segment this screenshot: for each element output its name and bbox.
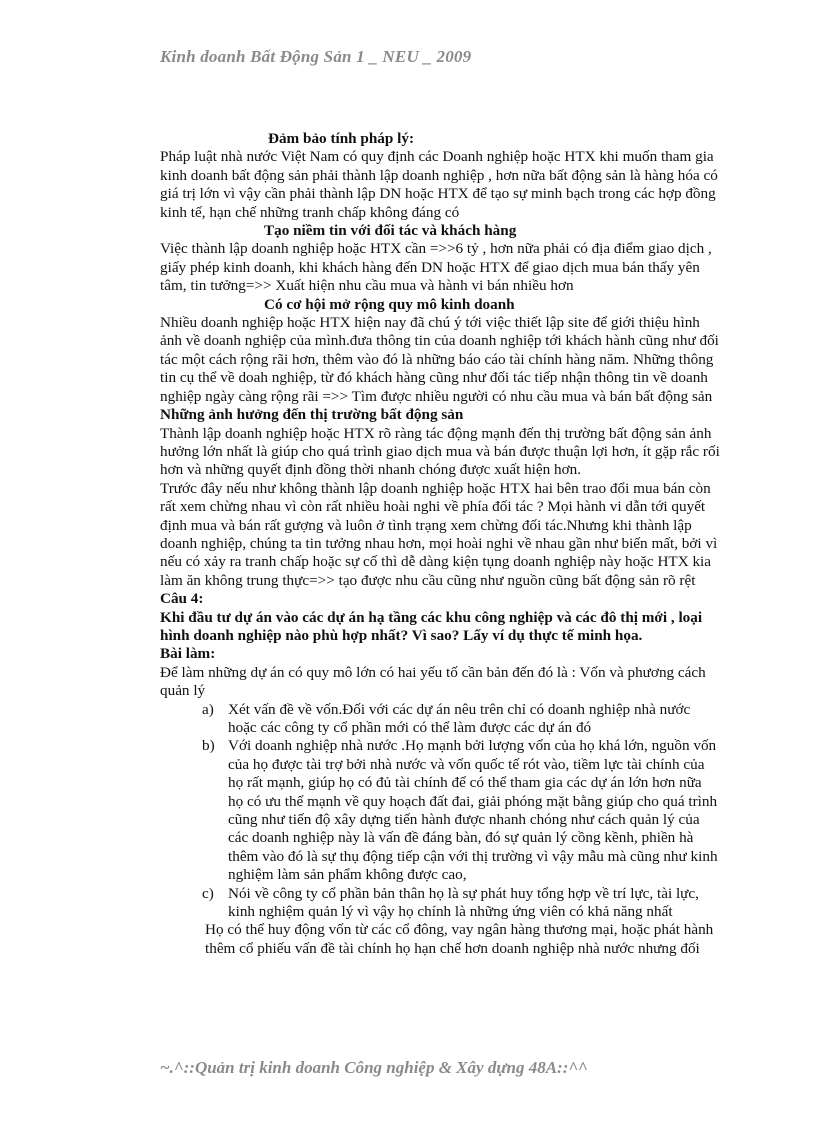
list-item [202, 737, 720, 884]
question-text: Khi đầu tư dự án vào các dự án hạ tầng các khu công nghiệp và các đô thị mới , loại hình doanh nghiệp nào phù hợp nhất? Vì sao? Lấy ví dụ thực tế minh họa. [160, 608, 703, 644]
list-marker: a) [202, 700, 214, 718]
list-item-text: Nói về công ty cổ phần bản thân họ là sự phát huy tổng hợp về trí lực, tài lực, kinh nghiệm quản lý vì vậy họ chính là những ứng viên có khả năng nhất [228, 884, 699, 921]
paragraph-expansion: Nhiều doanh nghiệp hoặc HTX hiện nay đã chú ý tới việc thiết lập site để giới thiệu hình ảnh về doanh nghiệp của mình.đưa thông tin của doanh nghiệp tới khách hành cũng như đối tác một cách rộng rãi hơn, thêm vào đó là những báo cáo tài chính hàng năm. Những thông tin cụ thể về doah nghiệp, từ đó khách hàng cũng như đối tác tiếp nhận thông tin về doanh nghiệp ngày càng rộng rãi =>> Tìm được nhiều người có nhu cầu mua và bán bất động sản [160, 314, 719, 405]
answer-list [202, 701, 720, 922]
list-marker: b) [202, 737, 215, 755]
paragraph-legal: Pháp luật nhà nước Việt Nam có quy định các Doanh nghiệp hoặc HTX khi muốn tham gia kinh doanh bất động sản phải thành lập doanh nghiệp , hơn nữa bất động sản là hàng hóa có giá trị lớn vì vậy cần phải thành lập DN hoặc HTX để tạo sự minh bạch trong các hợp đồng kinh tế, hạn chế những tranh chấp không đáng có [160, 148, 718, 221]
document-body [160, 130, 720, 958]
list-item [202, 701, 720, 738]
list-item-text: Với doanh nghiệp nhà nước .Họ mạnh bởi lượng vốn của họ khá lớn, nguồn vốn của họ được tài trợ bởi nhà nước và vốn quốc tế rót vào, tiềm lực tài chính của họ rất mạnh, giúp họ có đủ tài chính để có thể tham gia các dự án lớn hơn nữa họ có ưu thế mạnh về quy hoạch đất đai, giải phóng mặt bằng giúp cho quá trình cũng như tiến độ xây dựng tiến hành được nhanh chóng như cách quản lý của các doanh nghiệp này là vấn đề đáng bàn, đó sự quản lý cồng kềnh, phiền hà thêm vào đó là sự thụ động tiếp cận với thị trường vì vậy mẫu mà cũng như kinh nghiệm làm sản phẩm không được cao, [228, 737, 718, 884]
section-heading-legal: Đảm bảo tính pháp lý: [268, 130, 415, 147]
section-heading-trust: Tạo niềm tin với đối tác và khách hàng [264, 222, 517, 240]
page-footer: ~.^::Quản trị kinh doanh Công nghiệp & Xây dựng 48A::^^ [160, 1058, 588, 1077]
paragraph-market-impact-2: Trước đây nếu như không thành lập doanh nghiệp hoặc HTX hai bên trao đổi mua bán còn rất xem chừng nhau vì còn rất nhiều hoài nghi về phía đối tác ? Mọi hành vi dẫn tới quyết định mua và bán rất gượng và luôn ở tình trạng xem chừng đối tác.Nhưng khi thành lập doanh nghiệp, chúng ta tin tưởng nhau hơn, mọi hoài nghi về nhau gần như biến mất, bởi vì nếu có xảy ra tranh chấp hoặc sự cố thì dễ dàng kiện tụng doanh nghiệp này hoặc HTX kia làm ăn không trung thực=>> tạo được nhu cầu cũng như nguồn cũng bất động sản rõ rệt [160, 479, 718, 589]
page-header: Kinh doanh Bất Động Sản 1 _ NEU _ 2009 [160, 47, 472, 66]
question-label: Câu 4: [160, 590, 204, 608]
answer-label: Bài làm: [160, 645, 216, 663]
section-heading-market-impact: Những ảnh hưởng đến thị trường bất động sản [160, 406, 464, 424]
paragraph-market-impact-1: Thành lập doanh nghiệp hoặc HTX rõ ràng tác động mạnh đến thị trường bất động sản ảnh hưởng lớn nhất là giúp cho quá trình giao dịch mua và bán được thuận lợi hơn, ít gặp rắc rối hơn và những quyết định đồng thời nhanh chóng được xuất hiện hơn. [160, 424, 720, 479]
list-marker: c) [202, 884, 214, 902]
list-item [202, 885, 720, 922]
answer-intro: Để làm những dự án có quy mô lớn có hai yếu tố cần bản đến đó là : Vốn và phương cách quản lý [160, 663, 706, 700]
answer-tail-paragraph: Họ có thể huy động vốn từ các cổ đông, vay ngân hàng thương mại, hoặc phát hành thêm cổ phiếu vấn đề tài chính họ hạn chế hơn doanh nghiệp nhà nước nhưng đối [205, 921, 714, 957]
section-heading-expansion: Có cơ hội mở rộng quy mô kinh doanh [264, 295, 515, 313]
list-item-text: Xét vấn đề về vốn.Đối với các dự án nêu trên chỉ có doanh nghiệp nhà nước hoặc các công ty cổ phần mới có thể làm được các dự án đó [228, 700, 691, 736]
paragraph-trust: Việc thành lập doanh nghiệp hoặc HTX cần =>>6 tỷ , hơn nữa phải có địa điểm giao dịch , giấy phép kinh doanh, khi khách hàng đến DN hoặc HTX để giao dịch mua bán thấy yên tâm, tin tưởng=>> Xuất hiện nhu cầu mua và hành vi bán nhiều hơn [160, 240, 712, 295]
